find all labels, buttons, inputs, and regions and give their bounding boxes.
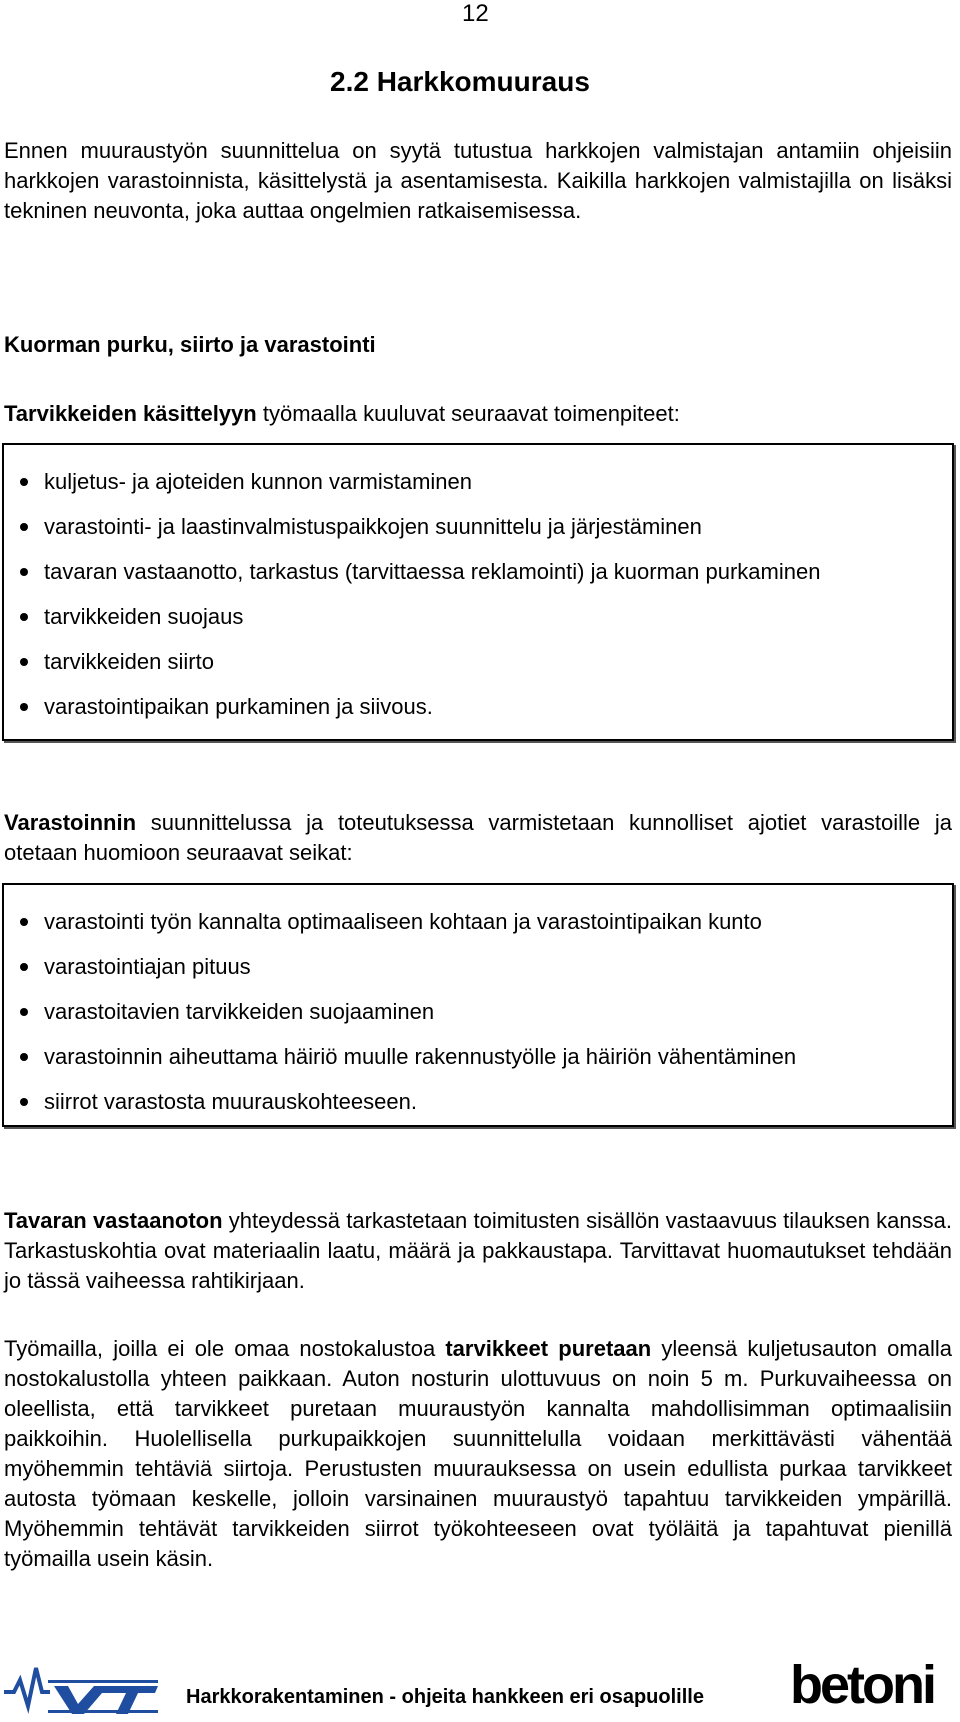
- storage-lead: [4, 808, 952, 868]
- handling-lead: [4, 399, 952, 429]
- list-item-text: varastointipaikan purkaminen ja siivous.: [44, 694, 433, 719]
- list-item-text: tavaran vastaanotto, tarkastus (tarvittaessa reklamointi) ja kuorman purkaminen: [44, 559, 821, 584]
- list-item-text: kuljetus- ja ajoteiden kunnon varmistaminen: [44, 469, 473, 494]
- betoni-logo: betoni: [790, 1655, 934, 1715]
- list-item-text: varastointiajan pituus: [44, 954, 251, 979]
- bullet-icon: [20, 918, 28, 926]
- storage-box: [2, 883, 954, 1127]
- page-number: 12: [462, 0, 489, 27]
- list-item: [4, 899, 952, 944]
- storage-lead-bold: Varastoinnin: [4, 810, 137, 835]
- list-item-text: varastoitavien tarvikkeiden suojaaminen: [44, 999, 435, 1024]
- list-item: [4, 1079, 952, 1124]
- footer: [0, 1652, 960, 1722]
- unloading-bold: tarvikkeet puretaan: [445, 1336, 652, 1361]
- unloading-text-before: Työmailla, joilla ei ole omaa nostokalustoa: [4, 1336, 446, 1361]
- intro-paragraph: Ennen muuraustyön suunnittelua on syytä tutustua harkkojen valmistajan antamiin ohjeisiin harkkojen varastoinnista, käsittelystä ja asentamisesta. Kaikilla harkkojen valmistajilla on lisäksi tekninen neuvonta, joka auttaa ongelmien ratkaisemisessa.: [4, 138, 952, 223]
- receiving-bold: Tavaran vastaanoton: [4, 1208, 223, 1233]
- bullet-icon: [20, 703, 28, 711]
- unloading-paragraph: [4, 1334, 952, 1574]
- subheading: Kuorman purku, siirto ja varastointi: [4, 332, 376, 357]
- bullet-icon: [20, 613, 28, 621]
- bullet-icon: [20, 568, 28, 576]
- handling-lead-bold: Tarvikkeiden käsittelyyn: [4, 401, 257, 426]
- storage-list: [4, 899, 952, 1124]
- list-item: [4, 594, 952, 639]
- bullet-icon: [20, 1008, 28, 1016]
- bullet-icon: [20, 658, 28, 666]
- storage-lead-rest: suunnittelussa ja toteutuksessa varmistetaan kunnolliset ajotiet varastoille ja otetaan huomioon seuraavat seikat:: [4, 810, 952, 865]
- bullet-icon: [20, 1098, 28, 1106]
- list-item-text: varastoinnin aiheuttama häiriö muulle rakennustyölle ja häiriön vähentäminen: [44, 1044, 797, 1069]
- handling-box: [2, 443, 954, 741]
- list-item: [4, 639, 952, 684]
- list-item-text: tarvikkeiden suojaus: [44, 604, 244, 629]
- list-item-text: tarvikkeiden siirto: [44, 649, 214, 674]
- bullet-icon: [20, 523, 28, 531]
- list-item: [4, 459, 952, 504]
- bullet-icon: [20, 963, 28, 971]
- handling-list: [4, 459, 952, 729]
- list-item-text: varastointi- ja laastinvalmistuspaikkojen suunnittelu ja järjestäminen: [44, 514, 702, 539]
- section-title: 2.2 Harkkomuuraus: [330, 66, 590, 97]
- list-item: [4, 944, 952, 989]
- handling-lead-rest: työmaalla kuuluvat seuraavat toimenpiteet:: [256, 401, 680, 426]
- bullet-icon: [20, 478, 28, 486]
- footer-text: Harkkorakentaminen - ohjeita hankkeen eri osapuolille: [186, 1686, 704, 1708]
- list-item: [4, 684, 952, 729]
- list-item-text: siirrot varastosta muurauskohteeseen.: [44, 1089, 417, 1114]
- receiving-rest: yhteydessä tarkastetaan toimitusten sisällön vastaavuus tilauksen kanssa. Tarkastuskohtia ovat materiaalin laatu, määrä ja pakkaustapa. Tarvittavat huomautukset tehdään jo tässä vaiheessa rahtikirjaan.: [4, 1208, 952, 1293]
- unloading-text-after: yleensä kuljetusauton omalla nostokalustolla yhteen paikkaan. Auton nosturin ulottuvuus on noin 5 m. Purkuvaiheessa on oleellista, että tarvikkeet puretaan muuraustyön kannalta mahdollisimman optimaalisiin paikkoihin. Huolellisella purkupaikkojen suunnittelulla voidaan merkittävästi vähentää myöhemmin tehtäviä siirtoja. Perustusten muurauksessa on usein edullista purkaa tarvikkeet autosta työmaan keskelle, jolloin varsinainen muuraustyö tapahtuu tarvikkeiden ympärillä. Myöhemmin tehtävät tarvikkeiden siirrot työkohteeseen ovat työläitä ja tapahtuvat pienillä työmailla usein käsin.: [4, 1336, 952, 1571]
- list-item: [4, 549, 952, 594]
- list-item: [4, 989, 952, 1034]
- list-item: [4, 1034, 952, 1079]
- receiving-paragraph: [4, 1206, 952, 1296]
- list-item: [4, 504, 952, 549]
- bullet-icon: [20, 1053, 28, 1061]
- vtt-logo: [4, 1664, 164, 1720]
- list-item-text: varastointi työn kannalta optimaaliseen kohtaan ja varastointipaikan kunto: [44, 909, 762, 934]
